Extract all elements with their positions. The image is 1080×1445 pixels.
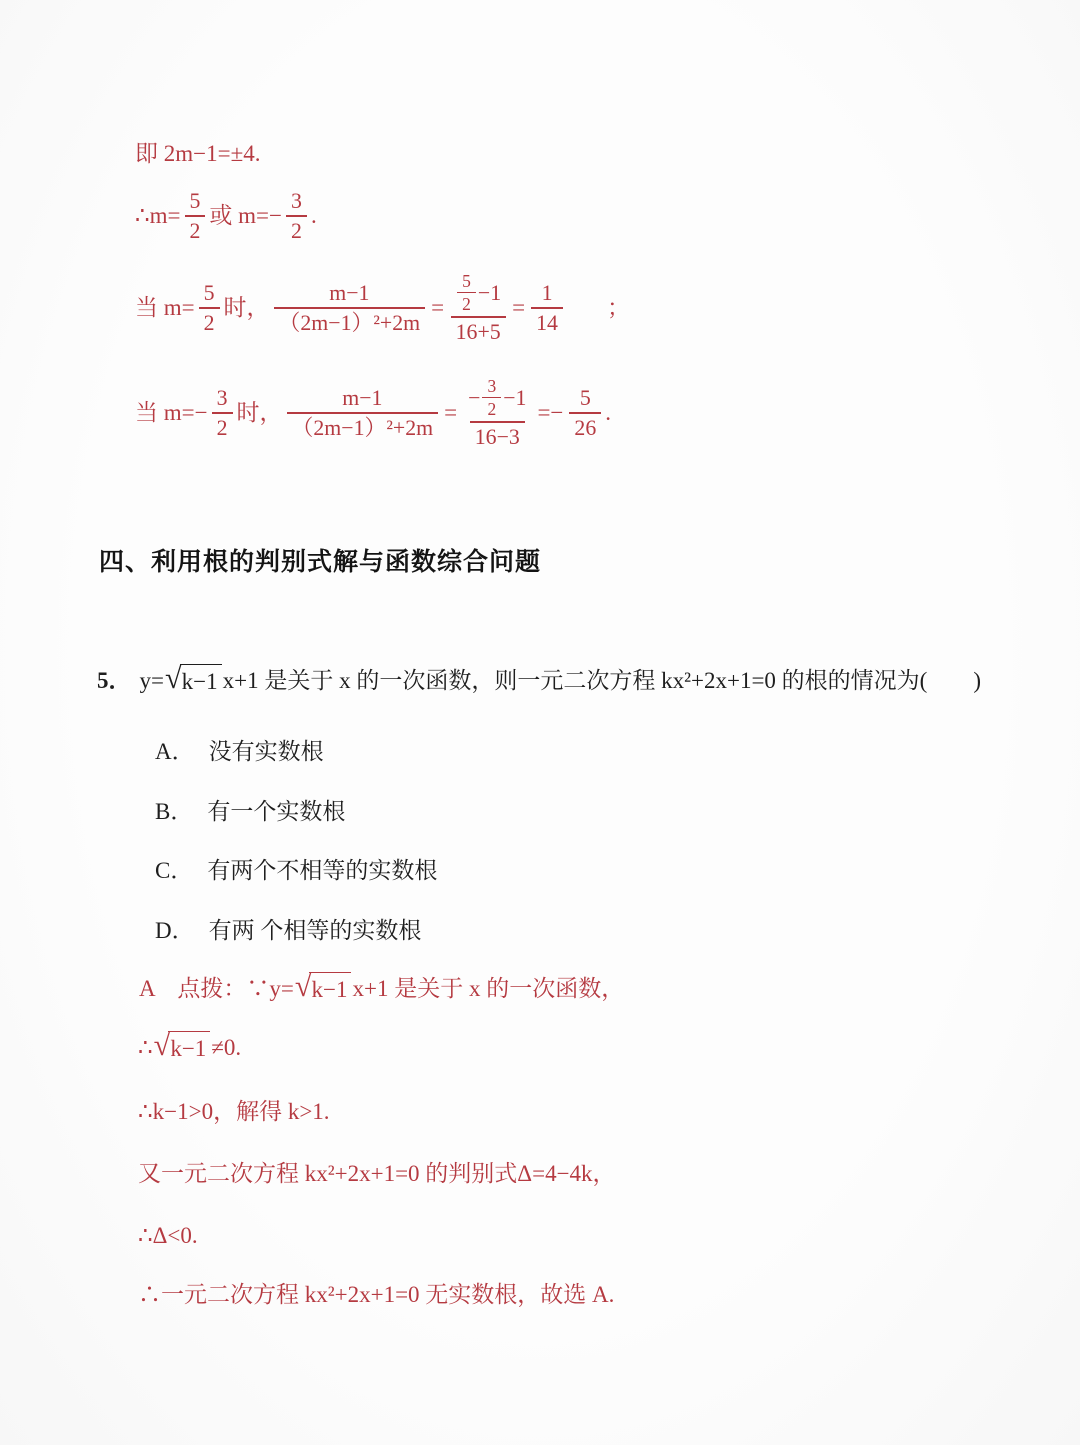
- option-label: B．: [155, 799, 194, 824]
- formula-text: −1: [477, 280, 502, 305]
- option-d: [155, 916, 421, 946]
- answer-line-6: ∴一元二次方程 kx²+2x+1=0 无实数根，故选 A.: [138, 1282, 615, 1307]
- option-text: 有一个实数根: [207, 799, 346, 824]
- nested-fraction: [482, 377, 501, 419]
- fraction-numerator: 3: [216, 385, 228, 410]
- option-label: A．: [155, 739, 195, 764]
- fraction: [287, 386, 439, 440]
- formula-text: 即 2m−1=±4.: [135, 141, 261, 166]
- radical-sign: √: [294, 969, 312, 1003]
- fraction: [212, 386, 233, 440]
- equals-sign: =: [444, 399, 458, 425]
- formula-text: −1: [503, 385, 527, 410]
- answer-line-5: ∴Δ<0.: [138, 1223, 198, 1248]
- equals-sign: =−: [537, 399, 564, 425]
- fraction-denominator: 2: [286, 215, 307, 243]
- formula-text: 时，: [236, 399, 283, 425]
- fraction: [463, 377, 531, 449]
- answer-text: A 点拨：∵y=: [139, 975, 294, 1001]
- fraction-numerator: 1: [541, 280, 553, 305]
- option-c: [155, 856, 437, 886]
- option-label: C．: [155, 858, 194, 883]
- fraction-denominator: 14: [531, 307, 563, 335]
- punctuation: ；: [606, 294, 630, 320]
- option-a: [155, 737, 324, 767]
- question-5-stem: [97, 661, 981, 697]
- radicand: k−1: [180, 664, 222, 697]
- fraction-denominator: 2: [185, 215, 206, 243]
- answer-line-3: ∴k−1>0，解得 k>1.: [138, 1099, 330, 1124]
- formula-text: 时，: [223, 294, 270, 320]
- radicand: k−1: [168, 1031, 210, 1064]
- fraction-denominator: 26: [569, 412, 601, 440]
- fraction: [531, 281, 563, 335]
- fraction-denominator: 2: [199, 307, 220, 335]
- answer-text: ≠0.: [211, 1034, 242, 1060]
- fraction-numerator: 5: [579, 385, 591, 410]
- fraction-denominator: 16+5: [451, 316, 506, 344]
- fraction-numerator: m−1: [329, 280, 370, 305]
- fraction-numerator: m−1: [342, 385, 383, 410]
- fraction-denominator: 16−3: [470, 421, 525, 449]
- option-text: 没有实数根: [208, 739, 324, 764]
- option-b: [155, 797, 345, 827]
- formula-text: .: [310, 203, 317, 229]
- radicand: k−1: [309, 972, 351, 1005]
- fraction-denominator: 2: [482, 397, 501, 418]
- solution-step-4: [135, 377, 611, 449]
- formula-text: 当 m=−: [135, 399, 208, 425]
- fraction-denominator: （2m−1）²+2m: [274, 307, 426, 335]
- option-text: 有两个不相等的实数根: [207, 858, 438, 883]
- radical-sign: √: [164, 661, 182, 695]
- fraction-denominator: 2: [212, 412, 233, 440]
- square-root: [153, 1028, 211, 1064]
- fraction: [185, 189, 206, 243]
- solution-step-3: [135, 272, 630, 344]
- formula-text: ∴m=: [135, 203, 181, 229]
- formula-text: 当 m=: [135, 294, 195, 320]
- fraction-denominator: （2m−1）²+2m: [287, 412, 439, 440]
- fraction: [450, 272, 506, 344]
- section-heading: 四、利用根的判别式解与函数综合问题: [99, 548, 542, 576]
- punctuation: .: [605, 399, 611, 425]
- answer-line-4: 又一元二次方程 kx²+2x+1=0 的判别式Δ=4−4k，: [138, 1161, 616, 1186]
- formula-text: 或 m=−: [209, 203, 283, 229]
- option-label: D．: [155, 918, 195, 943]
- fraction-numerator: 5: [203, 280, 215, 305]
- question-text: y=: [139, 667, 164, 693]
- fraction-denominator: 2: [457, 292, 476, 313]
- fraction-numerator: 3: [291, 189, 302, 213]
- option-text: 有两 个相等的实数根: [208, 918, 422, 943]
- answer-text: ∴: [138, 1034, 153, 1060]
- question-text: x+1 是关于 x 的一次函数，则一元二次方程 kx²+2x+1=0 的根的情况为( ): [222, 667, 981, 693]
- fraction: [569, 386, 601, 440]
- fraction-numerator: 5: [462, 271, 471, 291]
- answer-text: x+1 是关于 x 的一次函数，: [352, 975, 625, 1001]
- fraction-numerator: 5: [189, 189, 201, 213]
- nested-fraction: [457, 272, 476, 314]
- answer-line-1: [139, 969, 625, 1005]
- question-number: 5．: [97, 667, 132, 693]
- fraction: [274, 281, 426, 335]
- equals-sign: =: [431, 294, 445, 320]
- minus-sign: −: [468, 385, 481, 410]
- radical-sign: √: [153, 1028, 171, 1062]
- square-root: [164, 661, 222, 697]
- solution-step-1: [135, 139, 260, 169]
- fraction: [286, 189, 307, 243]
- answer-line-2: [138, 1028, 242, 1064]
- solution-step-2: [135, 189, 317, 243]
- fraction-numerator: [463, 377, 531, 421]
- fraction: [199, 281, 220, 335]
- fraction-numerator: 3: [487, 376, 497, 396]
- equals-sign: =: [512, 294, 526, 320]
- fraction-numerator: [450, 272, 506, 316]
- square-root: [294, 969, 352, 1005]
